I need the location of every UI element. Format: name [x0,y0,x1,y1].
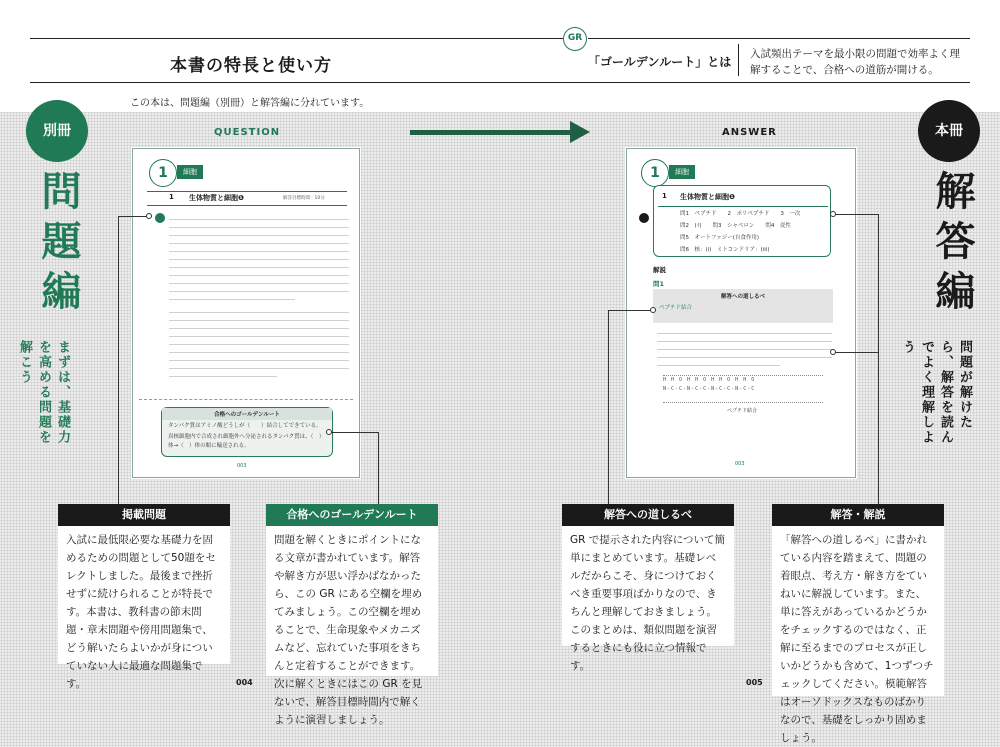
right-page-number: 005 [746,678,763,687]
answer-book-page-num: 003 [735,461,745,467]
page-break-divider [139,399,353,400]
gr-description: 入試頻出テーマを最小限の問題で効率よく理解することで、合格への道筋が開ける。 [750,48,960,76]
question-book-page-num: 003 [237,463,247,469]
road-box [653,289,833,323]
leader-dot [830,211,836,217]
honsatsu-badge: 本冊 [918,100,980,162]
question-page-preview [132,148,360,478]
section-title: 生体物質と細胞❶ [189,194,244,202]
gr-box-title: 合格へのゴールデンルート [162,408,332,420]
keisai-callout [58,504,230,690]
gr-box [161,407,333,457]
kaisetsu-label: 解説 [653,266,666,274]
keisai-title: 掲載問題 [58,504,230,526]
answer-section-number: 1 [662,192,667,200]
keisai-body: 入試に最低限必要な基礎力を固めるための問題として50題をセレクトしました。最後まで挫折せずに続けられることが特長です。本書は、教科書の節末問題・章末問題や傍用問題集で、どう解いたらよいかが身についていない人に最適な問題集です。 [58,526,230,664]
road-box-title: 解答への道しるべ [720,294,765,300]
top-rule-left [30,38,563,39]
left-vertical-copy: まずは、基礎力を高める問題を解こう [17,340,70,445]
kaisetsu-title: 解答・解説 [772,504,944,526]
chapter-rule [147,191,347,192]
answer-box-rule [658,206,828,207]
mondai-hen-title: 問題編 [35,170,81,320]
top-rule-right [588,38,970,39]
flow-arrow-bar [410,130,572,135]
answer-section-title: 生体物質と細胞❶ [680,193,735,201]
right-vertical-copy: 問題が解けたら、解答を読んでよく理解しよう [900,340,972,445]
leader-golden-h [330,432,378,433]
answer-chapter-number: 1 [641,159,669,187]
gr-box-item-1: タンパク質はアミノ酸どうしが（ ）結合してできている。 [168,423,322,429]
answer-chapter-title: 細胞 [669,165,695,179]
section-number: 1 [169,193,174,201]
answer-line-4: 問6 核：(i) ミトコンドリア：(iii) [680,247,770,253]
header-rule [30,82,970,83]
leader-golden [378,432,379,504]
answer-box [653,185,831,257]
answer-marker-icon [639,213,649,223]
golden-body: 問題を解くときにポイントになる文章が書かれています。解答や解き方が思い浮かばなかったら、この GR にある空欄を埋めてみましょう。この空欄を埋めることで、生命現象やメカニズムなど、忘れていた事項をきちんと定着することができます。次に解くときにはこの GR を見ないで、解答目標時間内で解くように演習しましょう。 [266,526,438,676]
time-target: 解答目標時間：10分 [283,196,325,201]
leader-road [608,310,609,504]
road-box-item: ペプチド結合 [659,305,693,311]
answer-line-1: 問1 ペプチド 2 ポリペプチド 3 一次 [680,211,801,217]
answer-label: ANSWER [722,127,777,138]
leader-keisai [118,216,119,504]
leader-kaisetsu [878,214,879,504]
section-rule [147,205,347,206]
intro-text: この本は、問題編（別冊）と解答編に分れています。 [130,98,370,109]
road-callout [562,504,734,672]
gr-badge-icon: GR [563,27,587,51]
answer-page-preview [626,148,856,478]
leader-dot [146,213,152,219]
q1-label: 問1 [653,280,665,288]
figure-caption: ペプチド結合 [727,408,758,414]
question-label: QUESTION [214,127,281,138]
leader-dot [830,349,836,355]
peptide-figure: H H O H H O H H O H H O N-C-C-N-C-C-N-C-C-N-C-C [663,375,823,403]
chapter-number: 1 [149,159,177,187]
golden-title: 合格へのゴールデンルート [266,504,438,526]
kaisetsu-body: 「解答への道しるべ」に書かれている内容を踏まえて、問題の着眼点、考え方・解き方をていねいに解説しています。また、単に答えがあっているかどうかをチェックするのではなく、正解に至るまでのプロセスが正しいかどうかも含めて、1つずつチェックしてください。模範解答はオーソドックスなものばかりなので、基礎をしっかり固めましょう。 [772,526,944,696]
leader-keisai-h [118,216,148,217]
leader-dot [650,307,656,313]
answer-line-2: 問2 (ｲ) 問3 シャペロン 問4 変性 [680,223,791,229]
answer-line-3: 問5 オートファジー(自食作用) [680,235,760,241]
leader-kaisetsu-h2 [834,352,878,353]
gr-box-item-2: 真核細胞内で合成され細胞外へ分泌されるタンパク質は、（ ）体→（ ）体の順に輸送される。 [168,434,325,449]
road-body: GR で提示された内容について簡単にまとめています。基礎レベルだからこそ、身につけておくべき重要事項ばかりなので、きちんと理解しておきましょう。このまとめは、類似問題を演習するときにも役に立つ情報です。 [562,526,734,646]
golden-callout [266,504,438,726]
header-divider [738,44,739,76]
arrow-right-icon [570,121,590,143]
leader-dot [326,429,332,435]
question-marker-icon [155,213,165,223]
gr-title: 「ゴールデンルート」とは [588,55,732,69]
bessatsu-badge: 別冊 [26,100,88,162]
leader-kaisetsu-h1 [834,214,878,215]
left-page-number: 004 [236,678,253,687]
road-title: 解答への道しるべ [562,504,734,526]
chapter-title: 細胞 [177,165,203,179]
kaisetsu-callout [772,504,944,744]
kaitou-hen-title: 解答編 [929,170,975,320]
leader-road-h [608,310,652,311]
page-title: 本書の特長と使い方 [170,56,332,76]
